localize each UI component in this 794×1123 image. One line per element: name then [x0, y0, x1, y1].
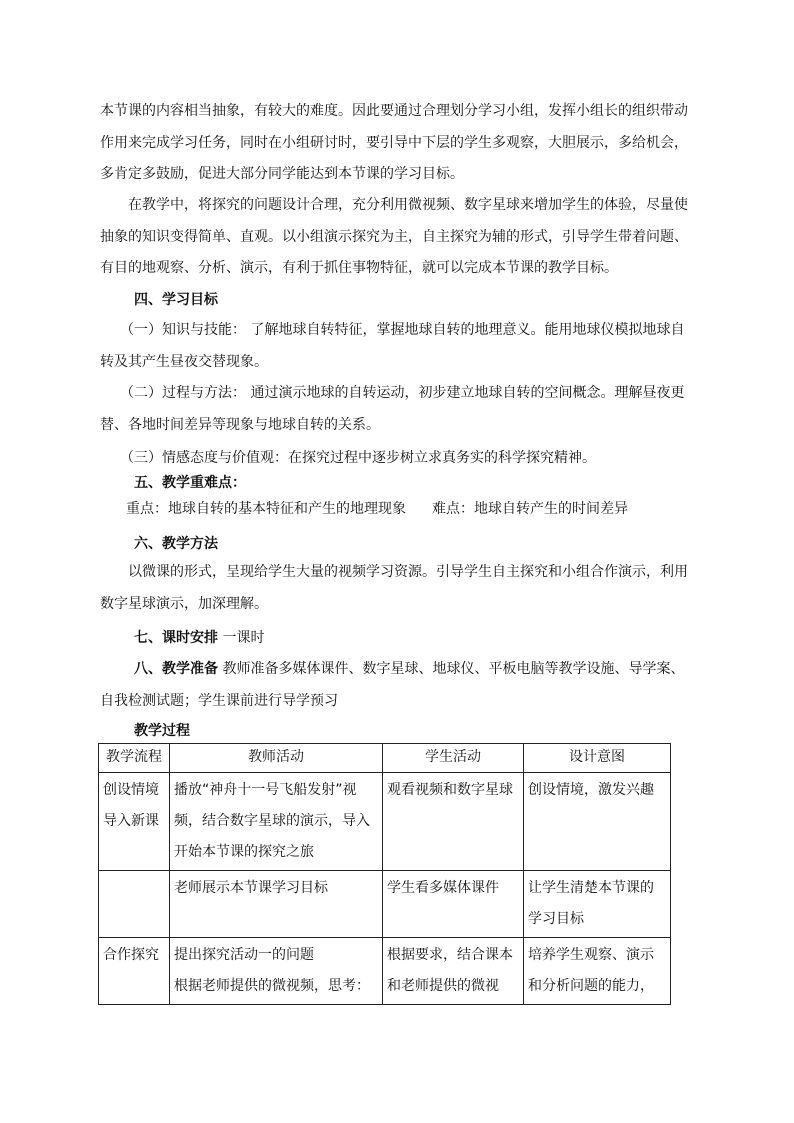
intro-paragraph: 本节课的内容相当抽象，有较大的难度。因此要通过合理划分学习小组，发挥小组长的组织带动作用来完成学习任务，同时在小组研讨时，要引导中下层的学生多观察，大胆展示，多给机会，多肯定多鼓励，促进大部分同学能达到本节课的学习目标。: [100, 103, 688, 182]
section5-heading: 五、教学重难点：: [134, 475, 246, 491]
section8: [100, 654, 692, 717]
header-intent: 设计意图: [524, 744, 671, 773]
section8-heading: 八、教学准备: [134, 661, 218, 677]
table-cell: 老师展示本节课学习目标: [170, 871, 383, 938]
table-cell: 创设情境导入新课: [99, 773, 170, 871]
section6-heading: 六、教学方法: [134, 536, 218, 552]
section7-heading: 七、课时安排: [134, 630, 218, 646]
difficult-point: 难点：地球自转产生的时间差异: [432, 501, 628, 517]
goal-process: （二）过程与方法： 通过演示地球的自转运动，初步建立地球自转的空间概念。理解昼夜更替、各地时间差异等现象与地球自转的关系。: [100, 385, 685, 433]
table-cell: 根据要求，结合课本和老师提供的微视: [383, 938, 524, 1005]
table-cell: 合作探究: [99, 938, 170, 1005]
table-cell: 观看视频和数字星球: [383, 773, 524, 871]
section4-heading: 四、学习目标: [134, 292, 218, 308]
goal-knowledge: （一）知识与技能： 了解地球自转特征，掌握地球自转的地理意义。能用地球仪模拟地球自转及其产生昼夜交替现象。: [100, 322, 685, 370]
table-row: [99, 938, 671, 1005]
teaching-paragraph: 在教学中，将探究的问题设计合理，充分利用微视频、数字星球来增加学生的体验，尽量使抽象的知识变得简单、直观。以小组演示探究为主，自主探究为辅的形式，引导学生带着问题、有目的地观察、分析、演示，有利于抓住事物特征，就可以完成本节课的教学目标。: [100, 197, 688, 276]
table-cell: [99, 871, 170, 938]
table-row: [99, 773, 671, 871]
goal-attitude: （三）情感态度与价值观：在探究过程中逐步树立求真务实的科学探究精神。: [120, 450, 596, 466]
table-header-row: [99, 744, 671, 773]
table-cell: 让学生清楚本节课的学习目标: [524, 871, 671, 938]
section8-text: 教师准备多媒体课件、数字星球、地球仪、平板电脑等教学设施、导学案、自我检测试题；学生课前进行导学预习: [100, 661, 685, 709]
process-title: 教学过程: [134, 723, 190, 739]
table-cell: 提出探究活动一的问题 根据老师提供的微视频，思考：: [170, 938, 383, 1005]
table-cell: 培养学生观察、演示和分析问题的能力，: [524, 938, 671, 1005]
table-cell: 创设情境，激发兴趣: [524, 773, 671, 871]
table-row: [99, 871, 671, 938]
section7-text: 一课时: [222, 630, 265, 646]
header-teacher: 教师活动: [170, 744, 383, 773]
table-cell: 播放“神舟十一号飞船发射”视频，结合数字星球的演示，导入开始本节课的探究之旅: [170, 773, 383, 871]
header-student: 学生活动: [383, 744, 524, 773]
key-point: 重点：地球自转的基本特征和产生的地理现象: [126, 501, 406, 517]
process-table: [98, 743, 671, 1005]
section6-text: 以微课的形式，呈现给学生大量的视频学习资源。引导学生自主探究和小组合作演示，利用数字星球演示，加深理解。: [100, 564, 688, 612]
table-cell: 学生看多媒体课件: [383, 871, 524, 938]
header-flow: 教学流程: [99, 744, 170, 773]
section7: [134, 627, 264, 647]
